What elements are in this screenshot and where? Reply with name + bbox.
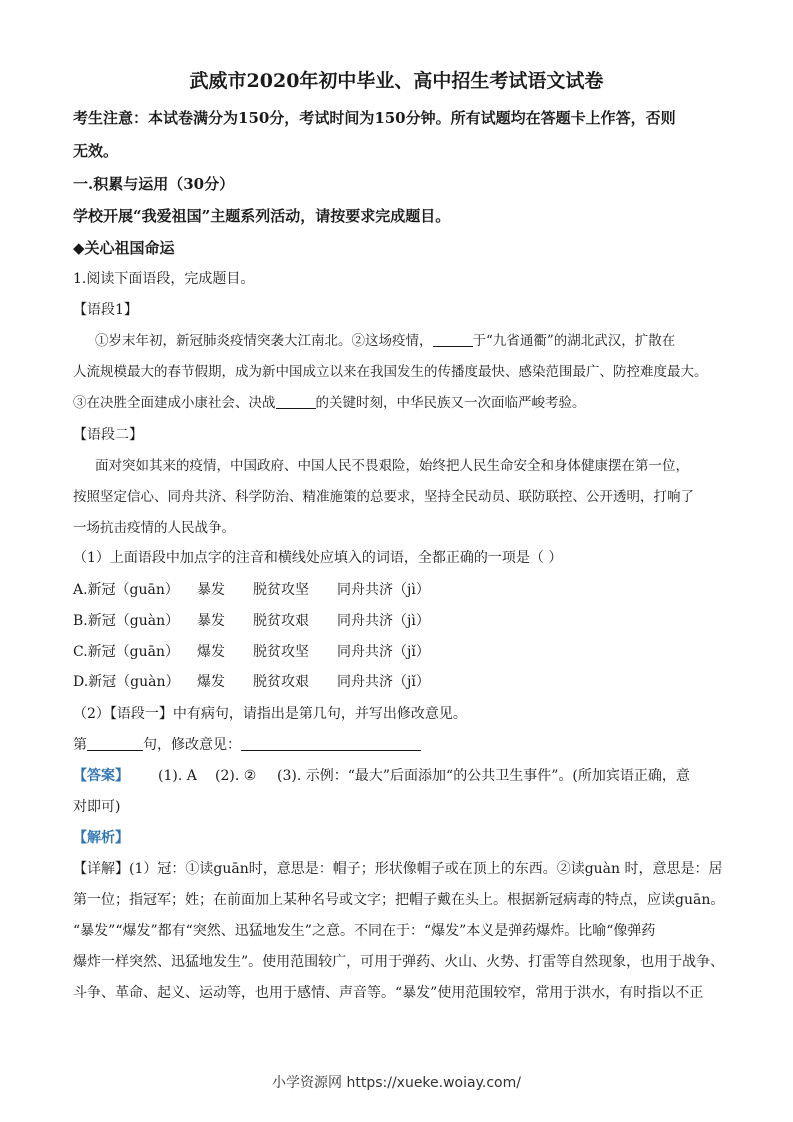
detail-line-2: 第一位；指冠军；姓；在前面加上某种名号或文字；把帽子戴在头上。根据新冠病毒的特点，应读guān。 (73, 892, 725, 908)
section-heading: 一.积累与运用（30分） (73, 175, 235, 193)
answer-part: (3). 示例：“最大”后面添加“的公共卫生事件”。(所加宾语正确，意 (277, 768, 690, 784)
blank-line (87, 736, 143, 751)
passage-2-line-1: 面对突如其来的疫情，中国政府、中国人民不畏艰险，始终把人民生命安全和身体健康摆在第一位， (95, 458, 689, 474)
option-word: 脱贫攻艰 (253, 674, 309, 690)
blank-line (241, 736, 421, 751)
analysis-tag: 【解析】 (73, 830, 129, 846)
option-word: 爆发 (197, 674, 225, 690)
option-word: 暴发 (197, 582, 225, 598)
answer-line-2: 对即可) (73, 799, 121, 815)
sub-question-2: （2）【语段一】中有病句，请指出是第几句，并写出修改意见。 (73, 706, 467, 722)
detail-line-4: 爆炸一样突然、迅猛地发生”。使用范围较广，可用于弹药、火山、火势、打雷等自然现象，也用于战争、 (73, 954, 725, 970)
option-word: 爆发 (197, 644, 225, 660)
option-label: A.新冠（guān） (73, 582, 179, 598)
passage-1-text: ③在决胜全面建成小康社会、决战 (73, 395, 276, 411)
option-word: 同舟共济（jì） (337, 613, 430, 629)
option-word: 脱贫攻坚 (253, 644, 309, 660)
option-b (73, 611, 430, 631)
option-word: 同舟共济（jǐ） (337, 644, 430, 660)
detail-line-1: 【详解】(1）冠：①读guān时，意思是：帽子；形状像帽子或在顶上的东西。②读guàn 时，意思是：居 (73, 861, 723, 877)
answer-part: (1). A (158, 768, 197, 784)
passage-1-text: 于“九省通衢”的湖北武汉，扩散在 (472, 333, 676, 349)
notice-line-2: 无效。 (73, 142, 119, 160)
option-label: D.新冠（guàn） (73, 674, 180, 690)
blank-line (276, 394, 316, 409)
option-d (73, 672, 430, 692)
answer-part: (2). ② (215, 768, 257, 784)
notice-line-1: 考生注意：本试卷满分为150分，考试时间为150分钟。所有试题均在答题卡上作答，否则 (73, 109, 676, 127)
option-label: C.新冠（guān） (73, 644, 180, 660)
option-word: 脱贫攻艰 (253, 613, 309, 629)
page-title: 武威市2020年初中毕业、高中招生考试语文试卷 (189, 70, 604, 92)
passage-1-text: ①岁末年初，新冠肺炎疫情突袭大江南北。②这场疫情， (95, 333, 433, 349)
passage-1-line-3 (73, 393, 586, 413)
passage-2-line-3: 一场抗击疫情的人民战争。 (73, 520, 235, 536)
answer-line-1 (73, 766, 690, 786)
blank-line (433, 332, 473, 347)
option-word: 同舟共济（jì） (337, 582, 430, 598)
question-intro: 1.阅读下面语段，完成题目。 (73, 271, 255, 287)
fill-line (73, 735, 421, 755)
passage-1-line-2: 人流规模最大的春节假期，成为新中国成立以来在我国发生的传播度最快、感染范围最广、防控难度最大。 (73, 364, 708, 380)
fill-text: 第 (73, 737, 87, 753)
fill-text: 句，修改意见： (143, 737, 241, 753)
option-c (73, 642, 430, 662)
passage-2-label: 【语段二】 (73, 427, 143, 443)
passage-2-line-2: 按照坚定信心、同舟共济、科学防治、精准施策的总要求，坚持全民动员、联防联控、公开透明，打响了 (73, 489, 694, 505)
option-word: 暴发 (197, 613, 225, 629)
option-word: 脱贫攻坚 (253, 582, 309, 598)
passage-1-label: 【语段1】 (73, 302, 138, 318)
answer-tag: 【答案】 (73, 768, 129, 784)
passage-1-text: 的关键时刻，中华民族又一次面临严峻考验。 (315, 395, 586, 411)
sub-question-1: （1）上面语段中加点字的注音和横线处应填入的词语，全都正确的一项是（ ） (73, 550, 563, 566)
detail-line-5: 斗争、革命、起义、运动等，也用于感情、声音等。“暴发”使用范围较窄，常用于洪水，有时指以不正 (73, 985, 704, 1001)
passage-1-line-1 (95, 331, 675, 351)
detail-line-3: “暴发”“爆发”都有“突然、迅猛地发生”之意。不同在于：“爆发”本义是弹药爆炸。比喻“像弹药 (73, 923, 656, 939)
topic-heading: ◆关心祖国命运 (73, 239, 175, 257)
activity-instruction: 学校开展“我爱祖国”主题系列活动，请按要求完成题目。 (73, 207, 451, 225)
option-label: B.新冠（guàn） (73, 613, 180, 629)
footer-watermark: 小学资源网 https://xueke.woiay.com/ (272, 1075, 521, 1091)
option-word: 同舟共济（jǐ） (337, 674, 430, 690)
option-a (73, 580, 430, 600)
